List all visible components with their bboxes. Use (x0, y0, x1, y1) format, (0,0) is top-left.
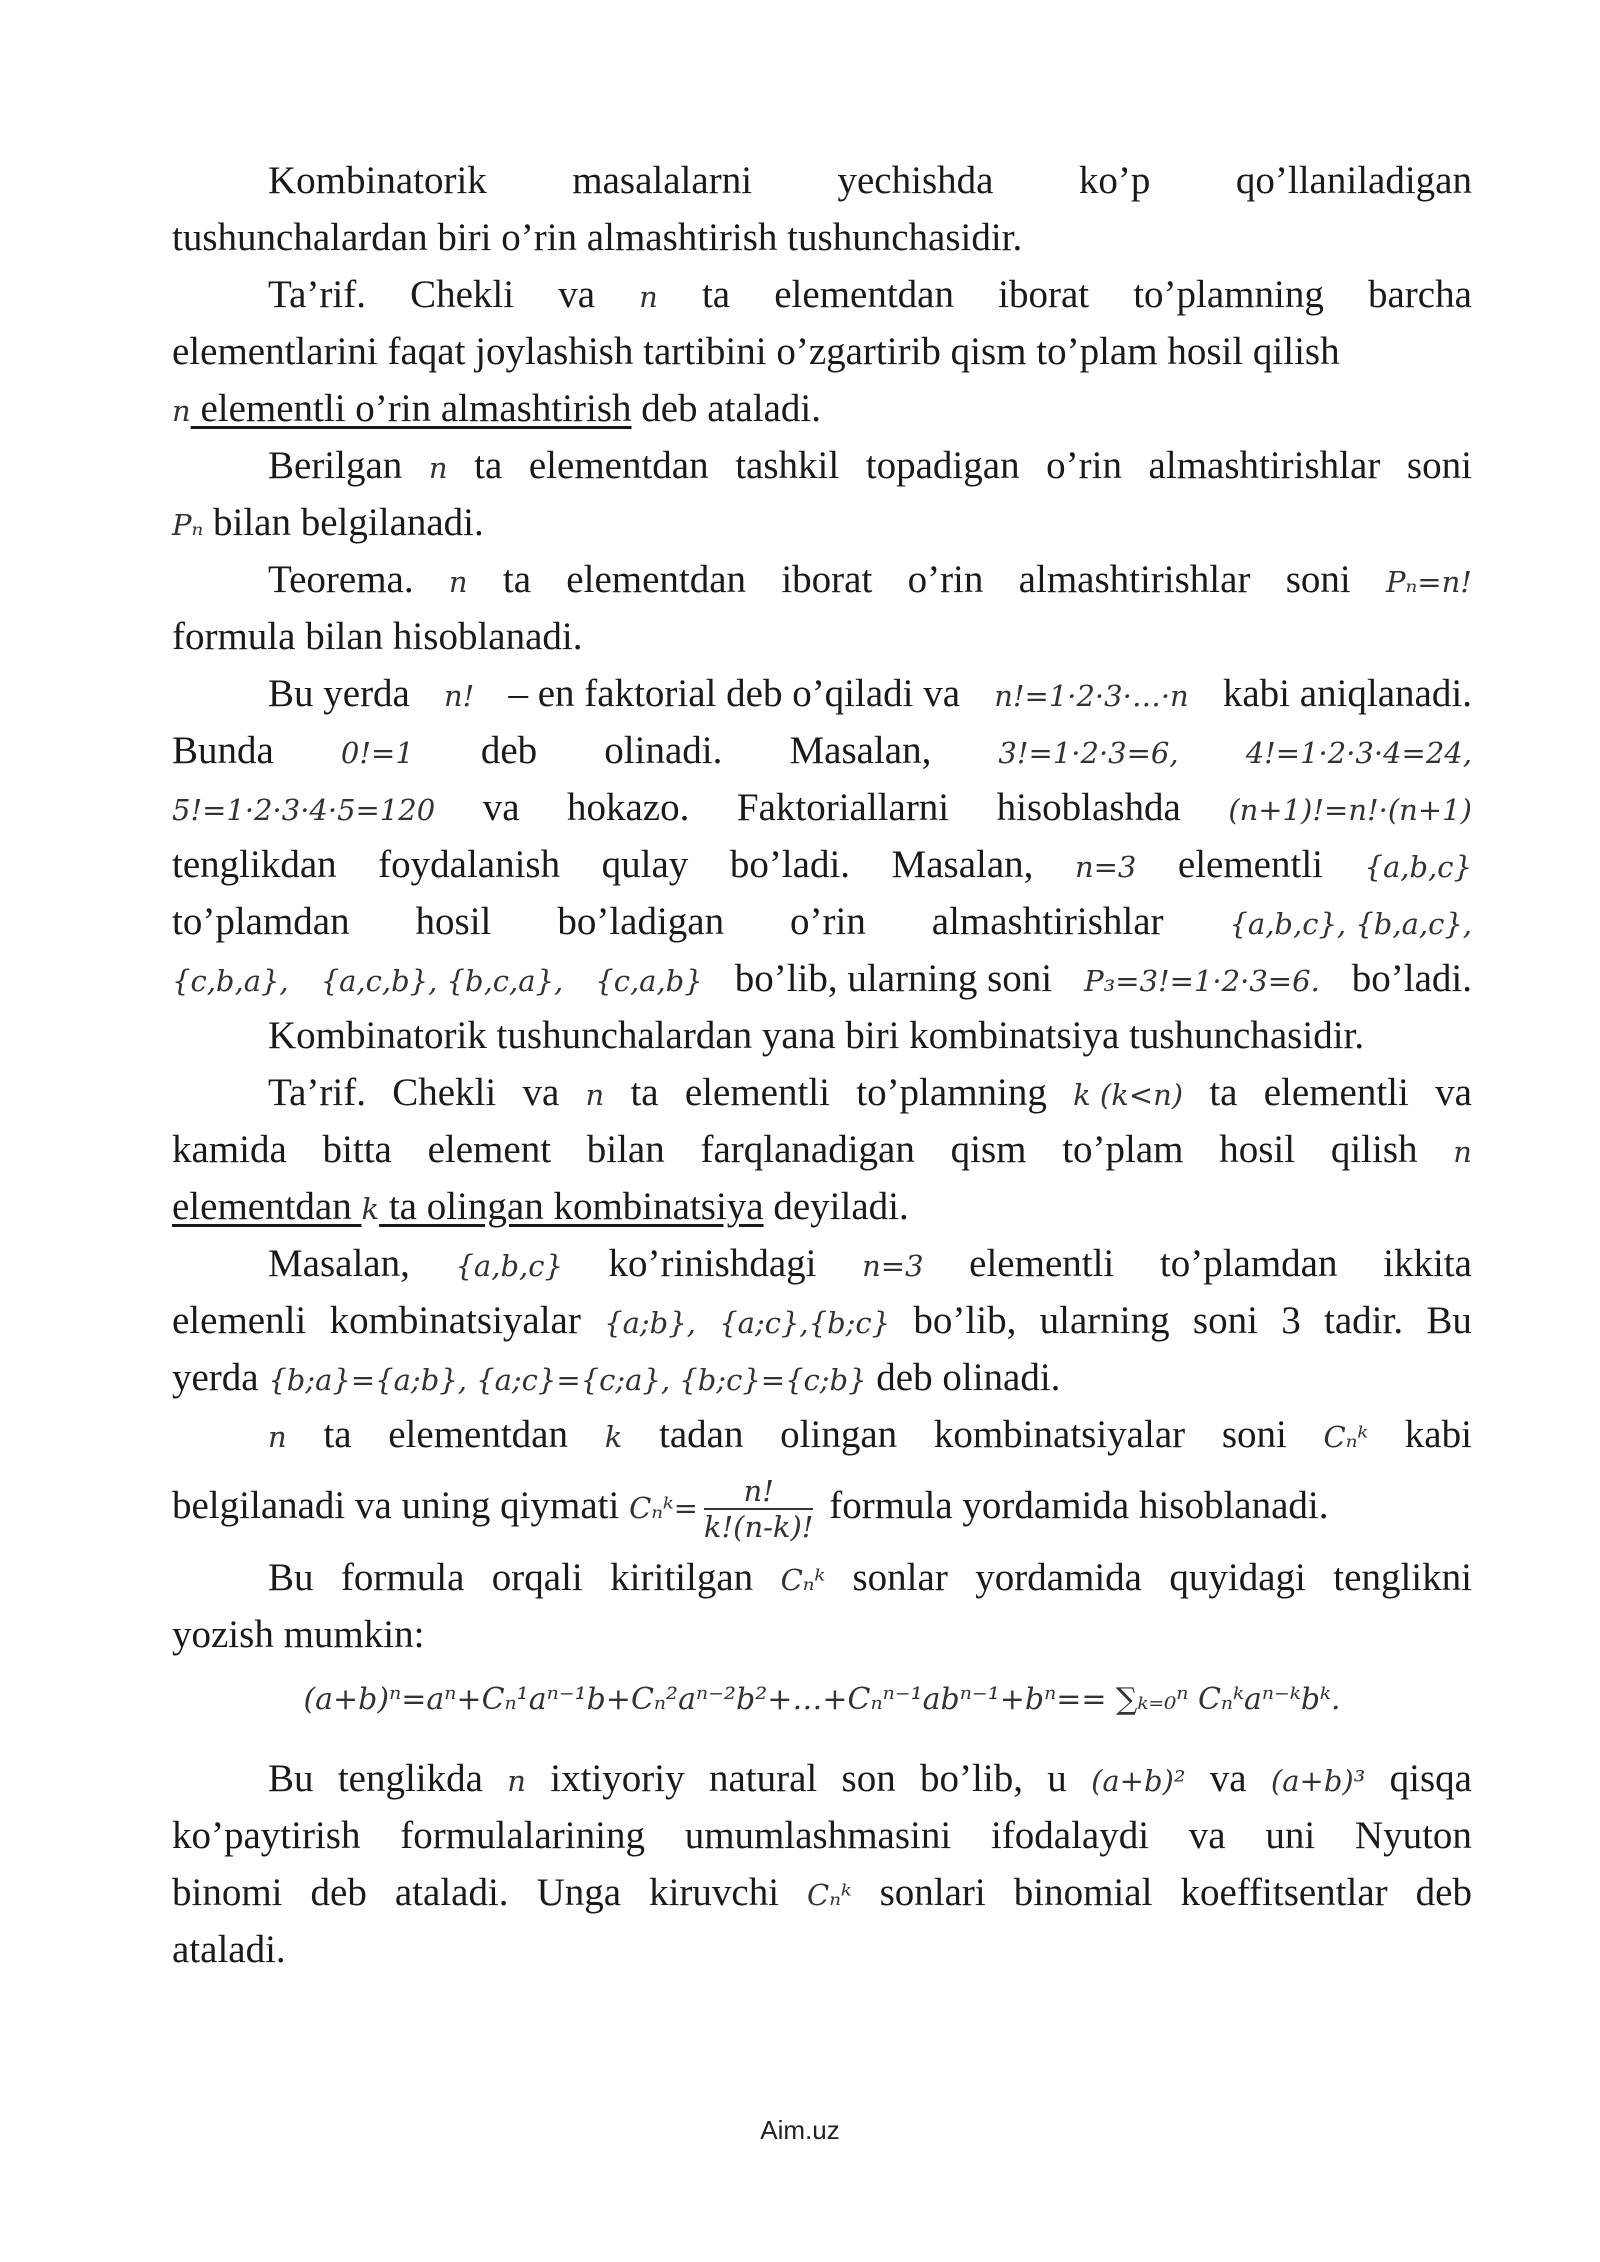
paragraph-permutation-count (172, 437, 1472, 551)
text-line: ko’paytirish formulalarining umumlashmasini ifodalaydi va uni Nyuton (172, 1814, 1472, 1857)
text-line: n elementli o’rin almashtirish deb ataladi. (172, 387, 821, 430)
paragraph-permutation-definition (172, 266, 1472, 437)
defined-term: elementdan (172, 1185, 362, 1228)
paragraph-combination-definition (172, 1064, 1472, 1235)
paragraph-binomial-intro (172, 1549, 1472, 1663)
paragraph-combination-example (172, 1235, 1472, 1406)
paragraph-permutation-intro (172, 152, 1472, 266)
text-line: Pₙ bilan belgilanadi. (172, 501, 484, 544)
text-line: 5!=1·2·3·4·5=120 va hokazo. Faktoriallarni hisoblashda (n+1)!=n!·(n+1) (172, 786, 1472, 829)
text-line: to’plamdan hosil bo’ladigan o’rin almashtirishlar {a,b,c}, {b,a,c}, (172, 900, 1472, 943)
text-line: yerda {b;a}={a;b}, {a;c}={c;a}, {b;c}={c;b} deb olinadi. (172, 1356, 1061, 1399)
text-line: Bu yerda n! – en faktorial deb o’qiladi va n!=1·2·3·…·n kabi aniqlanadi. (268, 672, 1472, 715)
paragraph-newton-binomial (172, 1750, 1472, 1978)
paragraph-theorem (172, 551, 1472, 665)
text-line: Ta’rif. Chekli va n ta elementdan iborat to’plamning barcha (172, 266, 1472, 323)
text-line: Masalan, {a,b,c} ko’rinishdagi n=3 elementli to’plamdan ikkita (268, 1242, 1472, 1285)
text-line: elementlarini faqat joylashish tartibini o’zgartirib qism to’plam hosil qilish (172, 330, 1340, 373)
text-line: tushunchalardan biri o’rin almashtirish tushunchasidir. (172, 216, 1023, 259)
defined-term: elementli o’rin almashtirish (190, 387, 632, 430)
text-line: Kombinatorik masalalarni yechishda ko’p qo’llaniladigan (268, 159, 1472, 202)
text-line: elemenli kombinatsiyalar {a;b}, {a;c},{b;c} bo’lib, ularning soni 3 tadir. Bu (172, 1299, 1472, 1342)
text-line: tenglikdan foydalanish qulay bo’ladi. Masalan, n=3 elementli {a,b,c} (172, 843, 1472, 886)
text-line: elementdan k ta olingan kombinatsiya deyiladi. (172, 1185, 909, 1228)
text-line: Bu tenglikda n ixtiyoriy natural son bo’lib, u (a+b)² va (a+b)³ qisqa (268, 1757, 1472, 1800)
text-line: Kombinatorik tushunchalardan yana biri kombinatsiya tushunchasidir. (268, 1014, 1365, 1057)
text-line: kamida bitta element bilan farqlanadigan qism to’plam hosil qilish n (172, 1128, 1472, 1171)
math-n: n (639, 280, 658, 314)
text-line: ataladi. (172, 1928, 286, 1971)
text-line: yozish mumkin: (172, 1613, 425, 1656)
paragraph-combination-intro (172, 1007, 1472, 1064)
text-line: Ta’rif. Chekli va n ta elementli to’plamning k (k<n) ta elementli va (268, 1071, 1472, 1114)
defined-term: ta olingan kombinatsiya (379, 1185, 764, 1228)
text-line: formula bilan hisoblanadi. (172, 615, 583, 658)
text-line: belgilanadi va uning qiymati Cₙᵏ= $\frac{n!}{k!(n-k)!}$ formula yordamida hisoblanadi. (172, 1474, 1329, 1545)
paragraph-combination-formula (172, 1406, 1472, 1549)
text-line: Berilgan n ta elementdan tashkil topadigan o’rin almashtirishlar soni (268, 444, 1472, 487)
text-line: {c,b,a}, {a,c,b}, {b,c,a}, {c,a,b} bo’lib, ularning soni P₃=3!=1·2·3=6. bo’ladi. (172, 957, 1472, 1000)
text-line: Bu formula orqali kiritilgan Cₙᵏ sonlar yordamida quyidagi tenglikni (268, 1556, 1472, 1599)
page-footer: Aim.uz (760, 2115, 840, 2145)
fraction: $\frac{n!}{k!(n-k)!}$ (703, 1474, 814, 1545)
binomial-formula: (a+b)ⁿ=aⁿ+Cₙ¹aⁿ⁻¹b+Cₙ²aⁿ⁻²b²+…+Cₙⁿ⁻¹abⁿ⁻¹+bⁿ== ∑ₖ₌₀ⁿ Cₙᵏaⁿ⁻ᵏbᵏ. (303, 1682, 1341, 1717)
paragraph-factorial (172, 665, 1472, 1007)
text-line: binomi deb ataladi. Unga kiruvchi Cₙᵏ sonlari binomial koeffitsentlar deb (172, 1871, 1472, 1914)
text-line: n ta elementdan k tadan olingan kombinatsiyalar soni Cₙᵏ kabi (268, 1413, 1472, 1456)
text-line: Bunda 0!=1 deb olinadi. Masalan, 3!=1·2·3=6, 4!=1·2·3·4=24, (172, 729, 1472, 772)
text-line: Teorema. n ta elementdan iborat o’rin almashtirishlar soni Pₙ=n! (268, 558, 1472, 601)
